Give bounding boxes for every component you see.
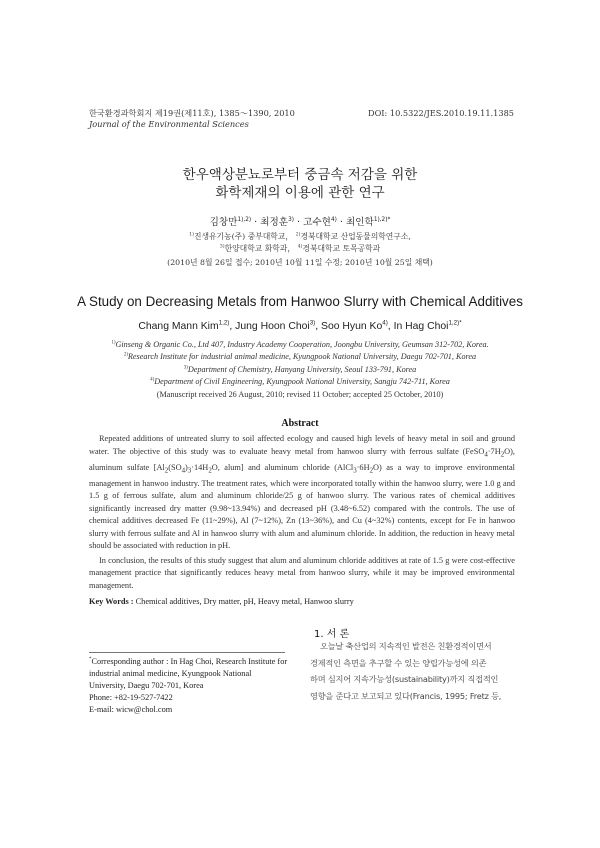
affil-mark: 1) <box>189 232 194 238</box>
title-korean-line2: 화학제재의 이용에 관한 연구 <box>215 185 385 201</box>
keywords-text: Chemical additives, Dry matter, pH, Heavy metal, Hanwoo slurry <box>133 597 354 606</box>
doi: DOI: 10.5322/JES.2010.19.11.1385 <box>368 108 514 118</box>
abstract-text: ·7H <box>487 446 501 456</box>
author-separator: · <box>293 217 304 228</box>
title-english: A Study on Decreasing Metals from Hanwoo Slurry with Chemical Additives <box>77 294 523 309</box>
abstract-text: Repeated additions of untreated slurry to soil affected ecology and caused high levels of heavy metal in soil and ground water. The objective of this study was to evaluate heavy metal from hanwoo slurry with ferrous sulfate (FeSO <box>89 434 515 456</box>
intro-line: 하며 심지어 지속가능성(sustainability)까지 직접적인 <box>310 674 499 685</box>
affiliations-english <box>0 339 600 401</box>
intro-line: 경제적인 측면을 추구할 수 있는 양립가능성에 의존 <box>310 657 487 668</box>
affil-mark: 2) <box>295 232 301 238</box>
keywords-label: Key Words : <box>89 597 134 606</box>
title-korean-line1: 한우액상분뇨로부터 중금속 저감을 위한 <box>182 167 418 183</box>
abstract-text: ·14H <box>191 462 209 472</box>
author-ko-2: 최정훈 <box>260 217 289 228</box>
author-en-4-affil: 1,2)* <box>448 319 462 327</box>
affil-mark: 4) <box>150 377 155 383</box>
footnote-author-text: Corresponding author : In Hag Choi, Research Institute for industrial animal medicine, Kyungpook National University, Daegu 702-701, Korea <box>89 657 288 690</box>
author-en-4: In Hag Choi <box>393 321 449 332</box>
affiliations-korean <box>0 231 600 269</box>
footnote-email: E-mail: wicw@chol.com <box>89 705 173 714</box>
author-ko-4: 최인학 <box>346 217 374 228</box>
affil-mark: 3) <box>183 365 188 371</box>
footnote-corresponding-author <box>89 656 289 716</box>
author-en-2-affil: 3) <box>309 319 316 327</box>
abstract-text: ) <box>185 462 188 472</box>
abstract-text: O, alum] and aluminum chloride (AlCl <box>211 462 354 472</box>
journal-name-korean: 한국환경과학회지 제19권(제11호), 1385～1390, 2010 <box>89 108 295 118</box>
title-korean <box>0 166 600 202</box>
footnote-divider <box>89 652 285 653</box>
author-en-1-affil: 1,2) <box>218 319 230 327</box>
author-en-2: Jung Hoon Choi <box>235 321 310 332</box>
manuscript-dates: (Manuscript received 26 August, 2010; revised 11 October; accepted 25 October, 2010) <box>156 389 444 399</box>
author-ko-4-affil: 1),2)* <box>373 216 391 223</box>
affil-en-4-text: Department of Civil Engineering, Kyungpook National University, Sangju 742-711, Korea <box>154 377 450 387</box>
abstract-heading: Abstract <box>281 418 319 429</box>
author-en-3-affil: 4) <box>382 319 388 327</box>
affil-en-2-text: Research Institute for industrial animal medicine, Kyungpook National University, Daegu 702-701, Korea <box>127 352 477 362</box>
affil-mark: 3) <box>219 244 225 250</box>
affil-ko-2: 경북대학교 산업동물의학연구소, <box>300 232 411 241</box>
abstract-body <box>89 433 515 592</box>
author-separator: · <box>336 217 347 228</box>
affil-mark: 1) <box>111 340 116 346</box>
abstract-paragraph-2: In conclusion, the results of this study suggest that alum and aluminum chloride additives at rate of 1.5 g were cost-effective management practice that significantly reduces heavy metal from hanwoo slurry, while it may be improved environmental management. <box>89 555 515 590</box>
abstract-text: ·6H <box>356 462 370 472</box>
footnote-mark: * <box>89 657 92 663</box>
affil-ko-line2 <box>0 243 600 255</box>
author-ko-3: 고수현 <box>303 217 331 228</box>
author-ko-3-affil: 4) <box>330 216 337 223</box>
author-separator: , <box>315 321 322 332</box>
authors-korean <box>0 214 600 228</box>
affil-en-1-text: Ginseng & Organic Co., Ltd 407, Industry Academy Cooperation, Joongbu University, Geumsan 312-702, Korea. <box>115 340 489 349</box>
affil-en-4 <box>0 376 600 388</box>
author-separator: · <box>251 217 261 228</box>
affil-mark: 4) <box>297 244 303 250</box>
affil-ko-4: 경북대학교 토목공학과 <box>302 244 381 253</box>
authors-english <box>0 321 600 332</box>
section-heading-introduction: 1. 서 론 <box>314 629 350 640</box>
author-en-1: Chang Mann Kim <box>138 321 219 332</box>
keywords <box>89 597 515 606</box>
affil-en-1 <box>0 339 600 351</box>
intro-line: 영향을 준다고 보고되고 있다(Francis, 1995; Fretz 등, <box>310 690 502 701</box>
affil-mark: 2) <box>123 352 128 358</box>
intro-line: 오늘날 축산업의 지속적인 발전은 친환경적이면서 <box>320 641 492 651</box>
affil-ko-3: 한양대학교 화학과， <box>224 244 298 253</box>
dates-korean: (2010년 8월 26일 접수; 2010년 10월 11일 수정; 2010년 10월 25일 채택) <box>167 258 433 267</box>
footnote-author-info <box>89 656 289 692</box>
affil-en-3-text: Department of Chemistry, Hanyang University, Seoul 133-791, Korea <box>187 364 417 374</box>
abstract-text: O), aluminum sulfate [Al <box>89 446 515 472</box>
affil-ko-line1 <box>0 231 600 243</box>
journal-citation <box>89 108 295 130</box>
journal-name-english: Journal of the Environmental Sciences <box>89 119 249 129</box>
affil-ko-1: 진생유기농(주) 중부대학교， <box>193 232 296 241</box>
abstract-text: (SO <box>168 462 182 472</box>
abstract-paragraph-1: Repeated additions of untreated slurry to soil affected ecology and caused high levels of heavy metal in soil and ground water. The objective of this study was to evaluate heavy metal from hanwoo slurry with ferrous sulfate $(FeSO_4\cdot 7H_2O)$, aluminum sulfate [$Al_2(SO_4)_3\cdot 14H_2O$, alum] and aluminum chloride $(AlCl_3\cdot 6H_2O)$ as a way to improve environmental management in hanwoo industry. The treatment rates, which were incorporated totally within the hanwoo slurry, were 1.0 g and 1.5 g of ferrous sulfate, alum and aluminum chloride/25 g of hanwoo slurry. The various rates of chemical additives significantly increased dry matter (9.98~13.94%) and decreased pH (3.48~6.52) compared with the controls. The use of chemical additives decreased Fe (11~29%), Al (7~12%), Zn (13~36%), and Cu (4~32%) contents, except for Fe in hanwoo slurry with ferrous sulfate and Al in hanwoo slurry with alum and aluminum chloride. In addition, the reduction in heavy metal should be associated with reduction in pH. <box>89 434 515 551</box>
author-ko-1: 김창만 <box>209 217 238 228</box>
author-ko-1-affil: 1),2) <box>237 216 252 223</box>
author-ko-2-affil: 3) <box>288 216 294 223</box>
author-en-3: Soo Hyun Ko <box>321 321 383 332</box>
abstract-text: O) as a way to improve environmental management in hanwoo industry. The treatment rates, which were incorporated totally within the hanwoo slurry, were 1.0 g and 1.5 g of ferrous sulfate, alum and aluminum chloride/25 g of hanwoo slurry. The various rates of chemical additives significantly increased dry matter (9.98~13.94%) and decreased pH (3.48~6.52) compared with the controls. The use of chemical additives decreased Fe (11~29%), Al (7~12%), Zn (13~36%), and Cu (4~32%) contents, except for Fe in hanwoo slurry with ferrous sulfate and Al in hanwoo slurry with alum and aluminum chloride. In addition, the reduction in heavy metal should be associated with reduction in pH. <box>89 462 515 551</box>
footnote-phone: Phone: +82-19-527-7422 <box>89 693 173 702</box>
author-separator: , <box>229 321 236 332</box>
introduction-body <box>310 638 514 704</box>
affil-en-3 <box>0 364 600 376</box>
author-separator: , <box>387 321 394 332</box>
affil-en-2 <box>0 351 600 363</box>
